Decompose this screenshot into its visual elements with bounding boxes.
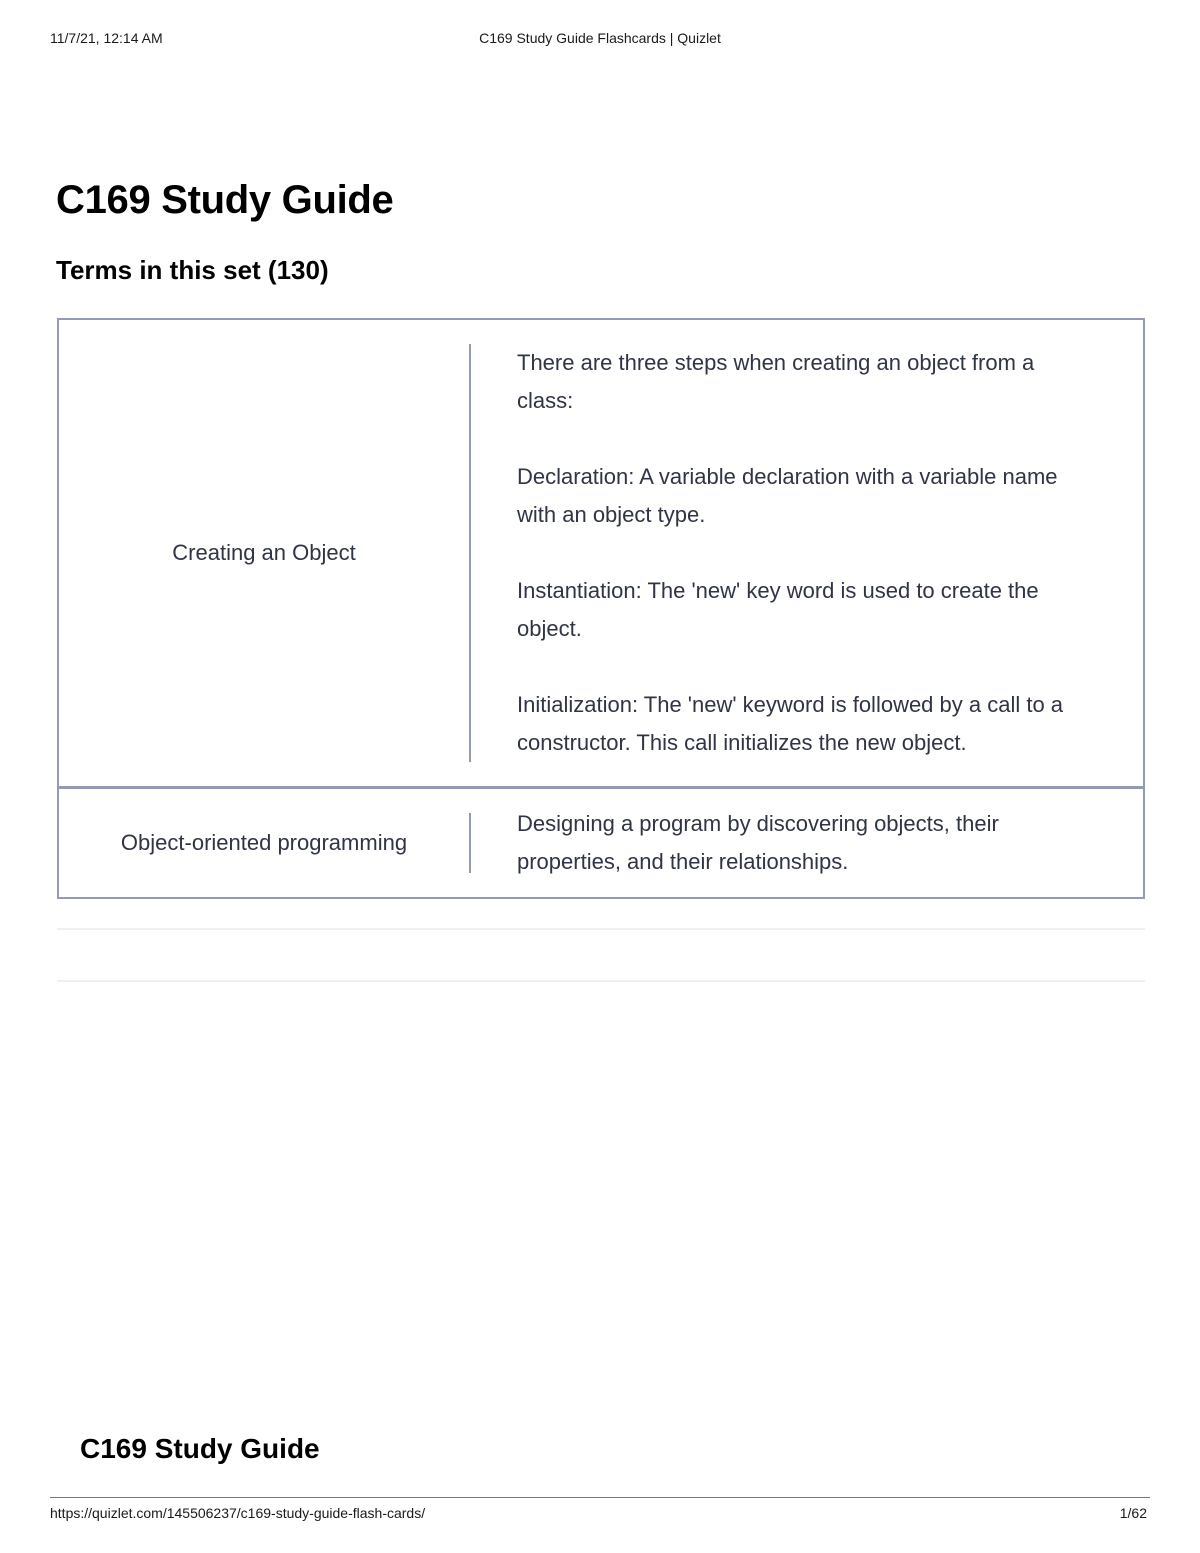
section-divider — [57, 980, 1145, 982]
print-document-title: C169 Study Guide Flashcards | Quizlet — [479, 30, 721, 46]
print-date: 11/7/21, 12:14 AM — [50, 30, 163, 46]
terms-count-heading: Terms in this set (130) — [56, 255, 329, 285]
term-text: Object-oriented programming — [120, 830, 408, 855]
print-header — [50, 30, 1150, 50]
section-divider — [57, 928, 1145, 930]
footer-brand: C169 Study Guide — [80, 1433, 320, 1464]
term-row — [59, 320, 1143, 786]
page-url: https://quizlet.com/145506237/c169-study-guide-flash-cards/ — [50, 1505, 426, 1521]
page-title: C169 Study Guide — [56, 178, 394, 222]
definition-paragraph: Instantiation: The 'new' key word is used to create the object. — [517, 578, 1039, 641]
definition-paragraph: Declaration: A variable declaration with a variable name with an object type. — [517, 464, 1058, 527]
term-row — [59, 786, 1143, 897]
definition-paragraph: Designing a program by discovering objects, their properties, and their relationships. — [517, 811, 999, 874]
definition-text — [471, 789, 1143, 897]
footer-rule — [50, 1497, 1150, 1498]
page-number: 1/62 — [1119, 1505, 1147, 1521]
definition-paragraph: There are three steps when creating an object from a class: — [517, 350, 1035, 413]
definition-paragraph: Initialization: The 'new' keyword is followed by a call to a constructor. This call initializes the new object. — [517, 692, 1064, 755]
term-text: Creating an Object — [172, 540, 356, 565]
terms-table — [57, 318, 1145, 899]
definition-text — [471, 320, 1143, 786]
